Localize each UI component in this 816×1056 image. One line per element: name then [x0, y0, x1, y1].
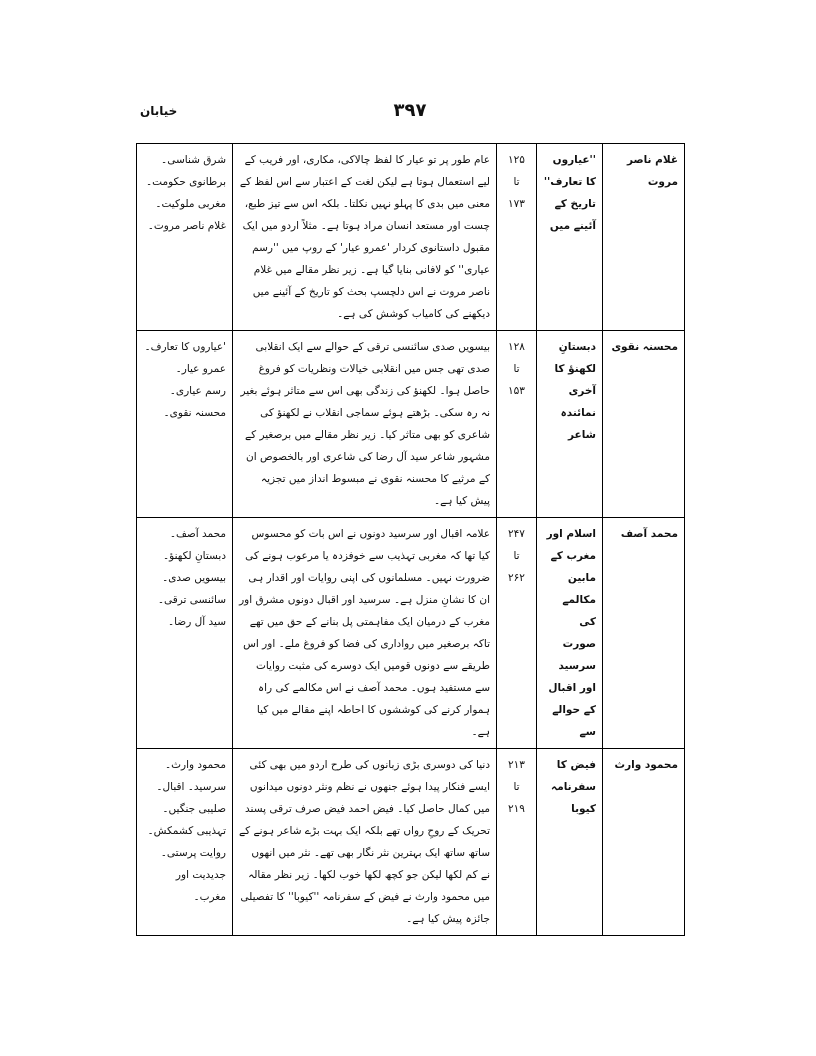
keyword: سرسید۔ اقبال۔ [156, 781, 226, 793]
page-number: ۳۹۷ [393, 100, 427, 121]
keyword: محمود وارث۔ [164, 759, 226, 771]
pages-cell [497, 518, 537, 749]
keyword: سائنسی ترقی۔ [157, 594, 226, 606]
keyword: غلام ناصر مروت۔ [147, 220, 226, 232]
journal-name: خیابان [140, 104, 178, 118]
pages-cell [497, 749, 537, 936]
keywords-cell [137, 518, 233, 749]
page-end: ۱۵۳ [508, 385, 525, 397]
index-table-body [137, 144, 685, 936]
keyword: محسنہ نقوی۔ [163, 407, 226, 419]
summary-cell: عام طور پر تو عیار کا لفظ چالاکی، مکاری، اور فریب کے لیے استعمال ہوتا ہے لیکن لغت کے اعتبار سے اس لفظ کے معنی میں بدی کا پہلو نہیں نکلتا۔ بلکہ اس سے تیز طبع، چست اور مستعد انسان مراد ہوتا ہے۔ مثلاً اردو میں ایک مقبول داستانوی کردار 'عمرو عیار' کے روپ میں ''رسم عیاری'' کو لافانی بنایا گیا ہے۔ زیر نظر مقالے میں غلام ناصر مروت نے اس دلچسپ بحث کو تاریخ کے آئینے میں دیکھنے کی کامیاب کوشش کی ہے۔ [233, 144, 497, 331]
pages-cell [497, 144, 537, 331]
summary-cell: بیسویں صدی سائنسی ترقی کے حوالے سے ایک انقلابی صدی تھی جس میں انقلابی خیالات ونظریات کو فروغ حاصل ہوا۔ لکھنؤ کی زندگی بھی اس سے متاثر ہوئے بغیر نہ رہ سکی۔ بڑھتے ہوئے سماجی انقلاب نے لکھنؤ کی شاعری کو بھی متاثر کیا۔ زیر نظر مقالے میں برصغیر کے مشہور شاعر سید آل رضا کی شاعری اور بالخصوص ان کے مرثیے کا محسنہ نقوی نے مبسوط انداز میں تجزیہ پیش کیا ہے۔ [233, 331, 497, 518]
page-separator: تا [513, 363, 520, 375]
author-cell: محمد آصف [603, 518, 685, 749]
page-start: ۱۲۵ [508, 154, 525, 166]
keyword: برطانوی حکومت۔ [146, 176, 226, 188]
author-cell: محسنہ نقوی [603, 331, 685, 518]
keyword: محمد آصف۔ [169, 528, 226, 540]
page-start: ۲۱۳ [508, 759, 525, 771]
page-separator: تا [513, 176, 520, 188]
summary-cell: دنیا کی دوسری بڑی زبانوں کی طرح اردو میں بھی کئی ایسے فنکار پیدا ہوئے جنھوں نے نظم ونثر دونوں میدانوں میں کمال حاصل کیا۔ فیض احمد فیض صرف ترقی پسند تحریک کے روحِ رواں تھے بلکہ ایک بہت بڑے شاعر ہونے کے ساتھ ساتھ ایک بہترین نثر نگار بھی تھے۔ نثر میں انھوں نے کم لکھا لیکن جو کچھ لکھا خوب لکھا۔ زیر نظر مقالہ میں محمود وارث نے فیض کے سفرنامہ ''کیوبا'' کا تفصیلی جائزہ پیش کیا ہے۔ [233, 749, 497, 936]
title-cell: دبستانِ لکھنؤ کا آخری نمائندہ شاعر [537, 331, 603, 518]
table-row [137, 144, 685, 331]
page-separator: تا [513, 781, 520, 793]
pages-cell [497, 331, 537, 518]
page-end: ۲۱۹ [508, 803, 525, 815]
page-end: ۲۶۲ [508, 572, 525, 584]
table-row [137, 518, 685, 749]
title-cell: ''عیاروں کا تعارف'' تاریخ کے آئینے میں [537, 144, 603, 331]
title-cell: اسلام اور مغرب کے مابین مکالمے کی صورت سرسید اور اقبال کے حوالے سے [537, 518, 603, 749]
keywords-cell [137, 144, 233, 331]
page-start: ۲۴۷ [508, 528, 525, 540]
keywords-cell [137, 331, 233, 518]
keyword: مغربی ملوکیت۔ [155, 198, 226, 210]
keyword: سید آل رضا۔ [167, 616, 226, 628]
keyword: 'عیاروں کا تعارف۔ [144, 341, 226, 353]
summary-cell: علامہ اقبال اور سرسید دونوں نے اس بات کو محسوس کیا تھا کہ مغربی تہذیب سے خوفزدہ یا مرعوب ہونے کی ضرورت نہیں۔ مسلمانوں کی اپنی روایات اور اقدار ہی ان کا نشانِ منزل ہے۔ سرسید اور اقبال دونوں مشرق اور مغرب کے درمیان ایک مفاہمتی پل بنانے کے حق میں تھے تاکہ برصغیر میں رواداری کی فضا کو فروغ ملے۔ اور اس طریقے سے دونوں قومیں ایک دوسرے کی مثبت روایات سے مستفید ہوں۔ محمد آصف نے اس مکالمے کی راہ ہموار کرنے کی کوششوں کا احاطہ اپنے مقالے میں کیا ہے۔ [233, 518, 497, 749]
keyword: صلیبی جنگیں۔ [162, 803, 226, 815]
page-start: ۱۲۸ [508, 341, 525, 353]
keyword: شرق شناسی۔ [161, 154, 226, 166]
table-row [137, 749, 685, 936]
keyword: جدیدیت اور مغرب۔ [175, 869, 226, 903]
index-table [136, 143, 685, 936]
keyword: تہذیبی کشمکش۔ [147, 825, 226, 837]
author-cell: غلام ناصر مروت [603, 144, 685, 331]
keyword: دبستانِ لکھنؤ۔ [163, 550, 226, 562]
keyword: بیسویں صدی۔ [162, 572, 226, 584]
title-cell: فیض کا سفرنامہ کیوبا [537, 749, 603, 936]
keyword: عمرو عیار۔ [175, 363, 226, 375]
keywords-cell [137, 749, 233, 936]
keyword: روایت پرستی۔ [160, 847, 226, 859]
author-cell: محمود وارث [603, 749, 685, 936]
keyword: رسم عیاری۔ [169, 385, 226, 397]
page-end: ۱۷۳ [508, 198, 525, 210]
page-separator: تا [513, 550, 520, 562]
table-row [137, 331, 685, 518]
